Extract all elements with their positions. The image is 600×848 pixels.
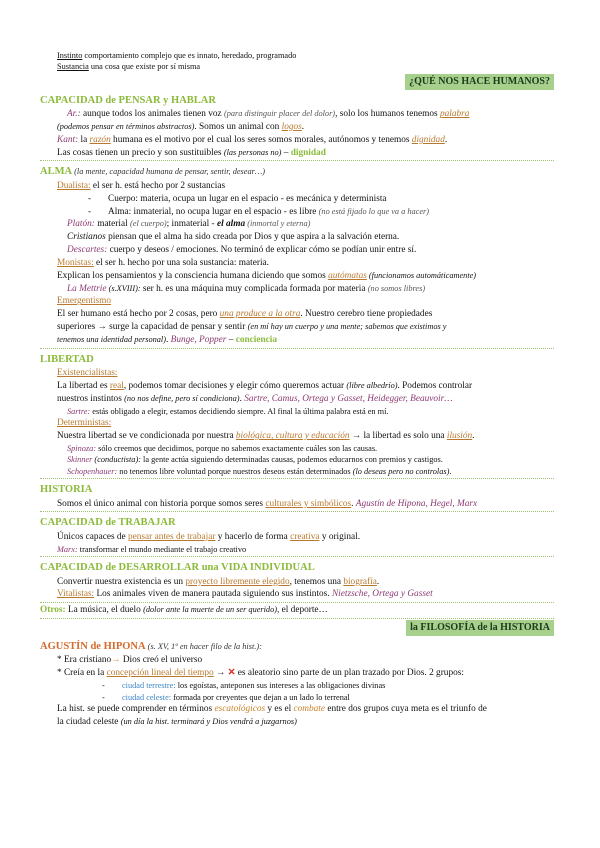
definition-sustancia: Sustancia una cosa que existe por sí misma (57, 62, 201, 72)
banner-filosofia-historia: la FILOSOFÍA de la HISTORIA (40, 620, 554, 636)
banner-que-nos-hace-humanos: ¿QUÉ NOS HACE HUMANOS? (40, 74, 554, 90)
line-emergentismo-3: tenemos una identidad personal). Bunge, Popper – conciencia (57, 334, 278, 345)
section-title-libertad: LIBERTAD (40, 353, 94, 365)
line-descartes: Descartes: cuerpo y deseos / emociones. No terminó de explicar cómo se podían unir entre sí. (67, 245, 417, 256)
bullet-ciudad-terrestre: - ciudad terrestre: los egoístas, anteponen sus intereses a las obligaciones divinas (102, 681, 386, 691)
line-cristiano: * Era cristiano→ Dios creó el universo (57, 655, 203, 666)
line-emergentismo: Emergentismo (57, 296, 112, 307)
line-historia: Somos el único animal con historia porque somos seres culturales y simbólicos. Agustín de Hipona, Hegel, Marx (57, 498, 478, 509)
line-cristianos: Cristianos piensan que el alma ha sido creada por Dios y que aspira a la salvación eterna. (67, 232, 400, 243)
line-monistas: Monistas: el ser h. hecho por una sola sustancia: materia. (57, 257, 269, 268)
line-skinner: Skinner (conductista): la gente actúa siguiendo determinadas causas, podemos educarnos con premios y castigos. (67, 455, 443, 465)
bullet-cuerpo: - Cuerpo: materia, ocupa un lugar en el espacio - es mecánica y determinista (88, 193, 387, 204)
line-la-mettrie: La Mettrie (s.XVIII): ser h. es una máquina muy complicada formada por materia (no somos libres) (67, 283, 426, 294)
line-platon: Platón: material (el cuerpo); inmaterial - el alma (inmortal y eterna) (67, 219, 311, 230)
line-dualista: Dualista: el ser h. está hecho por 2 sustancias (57, 180, 226, 191)
divider (40, 556, 554, 557)
divider (40, 348, 554, 349)
divider (40, 160, 554, 161)
bullet-alma: - Alma: inmaterial, no ocupa lugar en el espacio - es libre (no está fijado lo que va a hacer) (88, 206, 430, 217)
definition-instinto: Instinto comportamiento complejo que es innato, heredado, programado (57, 51, 297, 60)
divider (40, 511, 554, 512)
line-escatologicos: La hist. se puede comprender en términos escatológicos y es el combate entre dos grupos cuya meta es el triunfo de (57, 703, 487, 714)
line-concepcion-lineal: * Creía en la concepción lineal del tiempo → ✕ es aleatorio sino parte de un plan trazado por Dios. 2 grupos: (57, 668, 464, 679)
line-proyecto: Convertir nuestra existencia es un proyecto libremente elegido, tenemos una biografía. (57, 576, 380, 587)
section-title-pensar-hablar: CAPACIDAD de PENSAR y HABLAR (40, 94, 216, 106)
line-deterministas: Deterministas: (57, 418, 112, 429)
line-spinoza: Spinoza: sólo creemos que decidimos, porque no sabemos exactamente cuáles son las causas. (67, 443, 378, 453)
section-title-historia: HISTORIA (40, 484, 93, 496)
line-deterministas-1: Nuestra libertad se ve condicionada por nuestra biológica, cultura y educación → la libertad es solo una ilusión. (57, 430, 475, 441)
line-emergentismo-2: superiores → surge la capacidad de pensar y sentir (en mí hay un cuerpo y una mente; sabemos que existimos y (57, 322, 447, 333)
divider (40, 602, 554, 603)
line-automatas: Explican los pensamientos y la consciencia humana diciendo que somos autómatas (funcionamos automáticamente) (57, 270, 477, 281)
bullet-ciudad-celeste: - ciudad celeste: formada por creyentes que dejan a un lado lo terrenal (102, 692, 350, 702)
line-marx: Marx: transformar el mundo mediante el trabajo creativo (57, 544, 247, 554)
line-ciudad-celeste-final: la ciudad celeste (un día la hist. terminará y Dios vendrá a juzgarnos) (57, 716, 297, 727)
line-kant: Kant: la razón humana es el motivo por el cual los seres somos morales, autónomos y tenemos dignidad. (57, 134, 448, 145)
line-otros: Otros: La música, el duelo (dolor ante la muerte de un ser querido), el deporte… (40, 605, 328, 616)
cross-icon: ✕ (227, 668, 236, 679)
line-existencialistas-2: nuestros instintos (no nos define, pero sí condiciona). Sartre, Camus, Ortega y Gasset, Heidegger, Beauvoir… (57, 393, 453, 404)
section-title-agustin: AGUSTÍN de HIPONA (s. XV, 1º en hacer filo de la hist.): (40, 640, 262, 652)
line-existencialistas: Existencialistas: (57, 368, 118, 379)
divider (40, 478, 554, 479)
line-aristoteles: Ar.: aunque todos los animales tienen voz (para distinguir placer del dolor), solo los humanos tenemos palabra (67, 109, 470, 120)
line-schopenhauer: Schopenhauer: no tenemos libre voluntad porque nuestros deseos están determinados (lo deseas pero no controlas). (67, 466, 452, 476)
section-title-trabajar: CAPACIDAD de TRABAJAR (40, 517, 176, 529)
line-vitalistas: Vitalistas: Los animales viven de manera pautada siguiendo sus instintos. Nietzsche, Ortega y Gasset (57, 589, 433, 600)
line-existencialistas-1: La libertad es real, podemos tomar decisiones y elegir cómo queremos actuar (libre albedrío). Podemos controlar (57, 381, 473, 392)
section-title-alma: ALMA (la mente, capacidad humana de pensar, sentir, desear…) (40, 166, 265, 178)
line-dignidad: Las cosas tienen un precio y son sustituibles (las personas no) – dignidad (57, 147, 326, 158)
section-title-vida-individual: CAPACIDAD de DESARROLLAR una VIDA INDIVIDUAL (40, 562, 315, 574)
divider (40, 618, 554, 619)
line-logos: (podemos pensar en términos abstractos). Somos un animal con logos. (57, 121, 305, 132)
line-sartre: Sartre: estás obligado a elegir, estamos decidiendo siempre. Al final la última palabra está en mí. (67, 406, 389, 416)
line-trabajar: Únicos capaces de pensar antes de trabajar y hacerlo de forma creativa y original. (57, 531, 361, 542)
line-emergentismo-1: El ser humano está hecho por 2 cosas, pero una produce a la otra. Nuestro cerebro tiene propiedades (57, 309, 433, 320)
